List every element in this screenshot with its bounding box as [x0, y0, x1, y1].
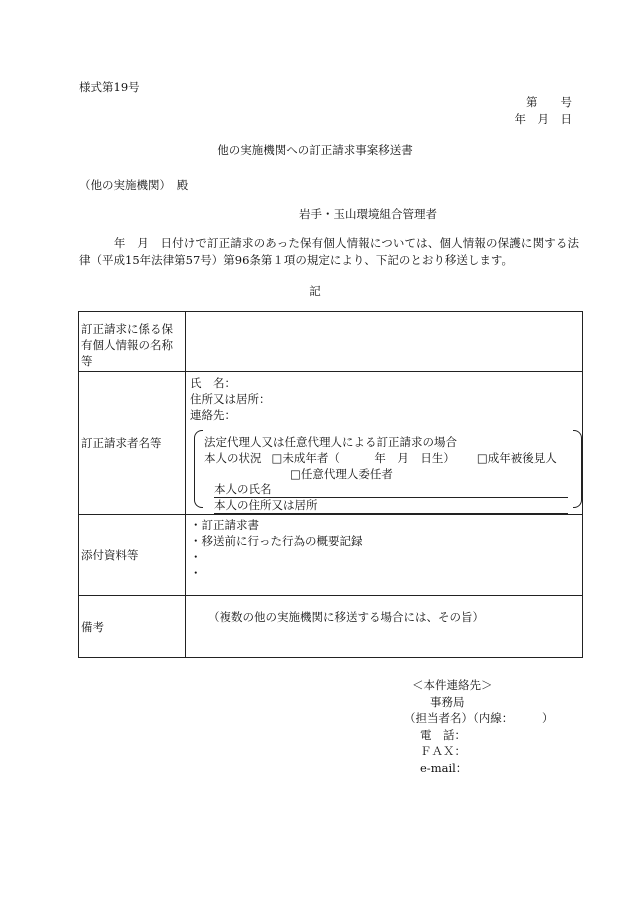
- right-bracket: [573, 430, 582, 508]
- table-row-remarks: [79, 596, 583, 658]
- attachment-item: ・訂正請求書: [190, 518, 259, 532]
- adult-guardian-checkbox[interactable]: □成年被後見人: [476, 451, 557, 465]
- date-line: 年 月 日: [514, 112, 572, 126]
- attachment-item[interactable]: ・: [190, 566, 202, 580]
- principal-address-field[interactable]: 本人の住所又は居所: [214, 498, 568, 514]
- row-label-attachments: 添付資料等: [79, 515, 186, 596]
- row-label-info-name: 訂正請求に係る保有個人情報の名称等: [79, 312, 186, 372]
- remarks-text: （複数の他の実施機関に移送する場合には、その旨）: [208, 610, 484, 624]
- status-label: 本人の状況: [204, 451, 262, 465]
- voluntary-agent-checkbox[interactable]: □任意代理人委任者: [290, 467, 393, 481]
- ki-heading: 記: [309, 284, 321, 298]
- minor-checkbox[interactable]: □未成年者（: [271, 451, 340, 465]
- body-text: 年 月 日付けで訂正請求のあった保有個人情報については、個人情報の保護に関する法律（平成15年法律第57号）第96条第１項の規定により、下記のとおり移送します。: [79, 236, 579, 267]
- agent-box: [194, 430, 582, 512]
- transfer-table: [78, 311, 583, 658]
- left-bracket: [194, 430, 203, 508]
- sender: 岩手・玉山環境組合管理者: [299, 207, 437, 221]
- form-number: 様式第19号: [79, 80, 140, 94]
- name-field[interactable]: 氏 名：: [190, 376, 236, 390]
- row-label-requester: 訂正請求者名等: [79, 372, 186, 515]
- table-row-info-name: [79, 312, 583, 372]
- agent-heading: 法定代理人又は任意代理人による訂正請求の場合: [204, 435, 457, 449]
- contact-heading: ＜本件連絡先＞: [412, 678, 493, 692]
- status-row: [204, 450, 570, 466]
- document-number-line: 第 号: [526, 95, 572, 109]
- contact-office: 事務局: [430, 694, 465, 709]
- address-field[interactable]: 住所又は居所：: [190, 392, 271, 406]
- principal-name-field[interactable]: 本人の氏名: [214, 482, 568, 498]
- document-title: 他の実施機関への訂正請求事案移送書: [217, 143, 413, 157]
- attachment-item: ・移送前に行った行為の概要記録: [190, 534, 363, 548]
- contact-field[interactable]: 連絡先：: [190, 408, 236, 422]
- requester-cell: [186, 372, 583, 515]
- contact-email: e-mail：: [420, 760, 468, 775]
- addressee: （他の実施機関） 殿: [79, 178, 189, 192]
- row-label-remarks: 備考: [79, 596, 186, 658]
- contact-phone: 電 話：: [420, 727, 466, 742]
- birth-date-field[interactable]: 年 月 日生）: [339, 451, 455, 465]
- contact-person: （担当者名）（内線： ）: [404, 711, 554, 725]
- attachment-item[interactable]: ・: [190, 550, 202, 564]
- contact-fax: ＦＡＸ：: [420, 744, 466, 758]
- attachments-cell: [186, 515, 583, 596]
- remarks-cell[interactable]: [186, 596, 583, 658]
- table-row-requester: [79, 372, 583, 515]
- contact-block: [404, 677, 554, 776]
- table-row-attachments: [79, 515, 583, 596]
- info-name-cell[interactable]: [186, 312, 583, 372]
